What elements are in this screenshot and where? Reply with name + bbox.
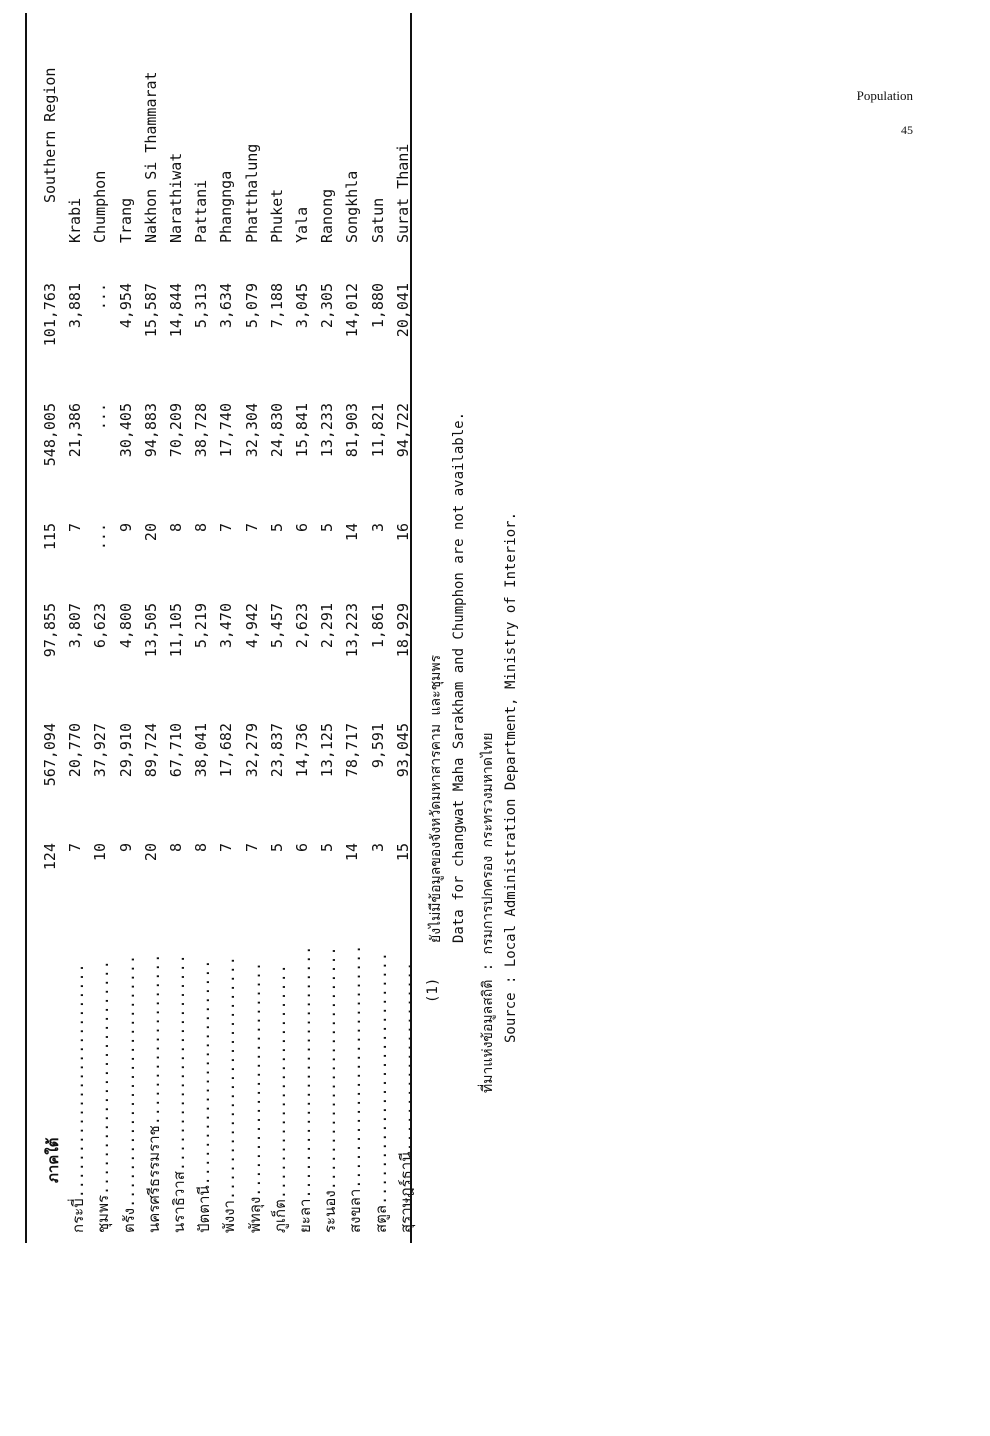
value-col3: 3,807 [66, 603, 85, 649]
value-col1: 15 [393, 843, 412, 862]
value-col5: 21,386 [66, 403, 85, 458]
value-col6: ... [91, 283, 110, 311]
value-col5: 94,883 [141, 403, 160, 458]
value-col4: 5 [267, 523, 286, 533]
value-col2: 67,710 [167, 723, 185, 778]
value-col2: 20,770 [66, 723, 85, 778]
page-number: 45 [901, 123, 913, 137]
value-col6: 20,041 [393, 283, 412, 338]
table-row [243, 13, 269, 1243]
table-row [217, 13, 243, 1243]
thai-name: สงขลา........................... [346, 944, 365, 1233]
value-col5: 32,304 [242, 403, 261, 458]
value-col3: 97,855 [41, 603, 59, 658]
thai-name: ยะลา............................ [296, 945, 314, 1233]
english-name: Krabi [66, 197, 85, 243]
value-col6: 3,634 [217, 283, 236, 329]
table-row [369, 13, 395, 1243]
english-name: Yala [293, 206, 311, 243]
value-col4: 115 [41, 523, 59, 551]
table-row [343, 13, 369, 1243]
value-col3: 2,623 [293, 603, 311, 649]
value-col2: 9,591 [368, 723, 387, 769]
thai-name: พัทลุง.......................... [245, 961, 264, 1233]
value-col1: 20 [141, 843, 160, 862]
value-col6: 4,954 [116, 283, 135, 329]
value-col2: 32,279 [242, 723, 261, 778]
table-row [91, 13, 117, 1243]
value-col2: 567,094 [41, 723, 59, 787]
english-name: Phatthalung [242, 143, 261, 243]
english-name: Nakhon Si Thammarat [141, 71, 160, 243]
value-col3: 18,929 [393, 603, 412, 658]
value-col1: 10 [91, 843, 110, 862]
thai-name: กระบี่.......................... [69, 963, 88, 1233]
table-row [192, 13, 218, 1243]
value-col6: 2,305 [318, 283, 337, 329]
value-col4: 9 [116, 523, 135, 533]
table-row [142, 13, 168, 1243]
value-col2: 13,125 [318, 723, 337, 778]
value-col2: 23,837 [267, 723, 286, 778]
thai-name: ปัตตานี......................... [195, 959, 214, 1233]
english-name: Ranong [318, 188, 337, 243]
value-col1: 7 [242, 843, 261, 853]
value-col5: 11,821 [368, 403, 387, 458]
table-row-region-total [41, 13, 67, 1243]
value-col6: 5,313 [192, 283, 211, 329]
value-col1: 7 [217, 843, 236, 853]
table-row [117, 13, 143, 1243]
value-col3: 6,623 [91, 603, 110, 649]
source-english: Source : Local Administration Department, Ministry of Interior. [503, 511, 519, 1043]
value-col1: 5 [318, 843, 337, 853]
value-col6: 15,587 [141, 283, 160, 338]
value-col3: 11,105 [167, 603, 185, 658]
table-row [167, 13, 193, 1243]
value-col1: 6 [293, 843, 311, 853]
thai-name: สุราษฎร์ธานี..................... [396, 961, 415, 1233]
value-col4: 3 [368, 523, 387, 533]
english-name: Phangnga [217, 170, 236, 243]
value-col1: 9 [116, 843, 135, 853]
thai-name: สตูล............................ [371, 952, 390, 1233]
value-col6: 3,881 [66, 283, 85, 329]
value-col5: ... [91, 403, 110, 431]
footnote-thai: ยังไม่มีข้อมูลของจังหวัดมหาสารคาม และชุมพร [428, 654, 444, 943]
table-bottom-rule [410, 13, 412, 1243]
table-row [318, 13, 344, 1243]
value-col4: 6 [293, 523, 311, 533]
value-col3: 1,861 [368, 603, 387, 649]
value-col5: 17,740 [217, 403, 236, 458]
value-col4: 8 [192, 523, 211, 533]
value-col4: 7 [66, 523, 85, 533]
footnote-mark: (1) [425, 977, 441, 1003]
value-col1: 14 [343, 843, 362, 862]
value-col6: 14,844 [167, 283, 185, 338]
value-col1: 3 [368, 843, 387, 853]
value-col2: 93,045 [393, 723, 412, 778]
value-col4: ... [91, 523, 110, 551]
running-header-title: Population [856, 88, 913, 103]
english-name: Southern Region [41, 67, 59, 203]
value-col1: 7 [66, 843, 85, 853]
english-name: Trang [116, 197, 135, 243]
english-name: Narathiwat [167, 152, 185, 243]
value-col4: 14 [343, 523, 362, 542]
value-col2: 89,724 [141, 723, 160, 778]
value-col4: 16 [393, 523, 412, 542]
value-col5: 94,722 [393, 403, 412, 458]
value-col6: 101,763 [41, 283, 59, 347]
table-row [293, 13, 319, 1243]
value-col3: 5,219 [192, 603, 211, 649]
english-name: Pattani [192, 179, 211, 243]
thai-name: นราธิวาส........................ [170, 954, 188, 1233]
value-col5: 81,903 [343, 403, 362, 458]
value-col6: 14,012 [343, 283, 362, 338]
source-thai: ที่มาแห่งข้อมูลสถิติ : กรมการปกครอง กระทรวงมหาดไทย [480, 732, 496, 1093]
thai-name: ชุมพร.......................... [94, 960, 113, 1233]
english-name: Phuket [267, 188, 286, 243]
value-col2: 17,682 [217, 723, 236, 778]
table-top-rule [25, 13, 27, 1243]
value-col2: 38,041 [192, 723, 211, 778]
value-col1: 8 [167, 843, 185, 853]
thai-name: พังงา........................... [220, 956, 239, 1233]
footnote-english: Data for changwat Maha Sarakham and Chumphon are not available. [451, 411, 467, 943]
value-col3: 4,942 [242, 603, 261, 649]
english-name: Songkhla [343, 170, 362, 243]
value-col6: 5,079 [242, 283, 261, 329]
thai-name: ระนอง........................... [321, 946, 340, 1233]
table-row [66, 13, 92, 1243]
thai-name: ตรัง............................ [119, 955, 138, 1233]
value-col3: 5,457 [267, 603, 286, 649]
value-col5: 30,405 [116, 403, 135, 458]
value-col6: 3,045 [293, 283, 311, 329]
value-col6: 1,880 [368, 283, 387, 329]
value-col4: 7 [242, 523, 261, 533]
value-col4: 7 [217, 523, 236, 533]
english-name: Surat Thani [393, 143, 412, 243]
value-col5: 15,841 [293, 403, 311, 458]
value-col3: 13,223 [343, 603, 362, 658]
value-col1: 8 [192, 843, 211, 853]
value-col6: 7,188 [267, 283, 286, 329]
value-col3: 13,505 [141, 603, 160, 658]
value-col2: 37,927 [91, 723, 110, 778]
value-col5: 548,005 [41, 403, 59, 467]
value-col5: 38,728 [192, 403, 211, 458]
english-name: Chumphon [91, 170, 110, 243]
value-col5: 70,209 [167, 403, 185, 458]
value-col3: 2,291 [318, 603, 337, 649]
value-col4: 20 [141, 523, 160, 542]
table-row [394, 13, 420, 1243]
value-col2: 78,717 [343, 723, 362, 778]
value-col1: 124 [41, 843, 59, 871]
thai-name: นครศรีธรรมราช................... [144, 953, 163, 1233]
thai-name: ภาคใต้ [44, 1137, 62, 1183]
value-col3: 3,470 [217, 603, 236, 649]
value-col5: 13,233 [318, 403, 337, 458]
value-col3: 4,800 [116, 603, 135, 649]
rotated-table-block [25, 13, 525, 1243]
value-col5: 24,830 [267, 403, 286, 458]
table-row [268, 13, 294, 1243]
thai-name: ภูเก็ต.......................... [270, 964, 289, 1233]
english-name: Satun [368, 197, 387, 243]
value-col2: 14,736 [293, 723, 311, 778]
value-col2: 29,910 [116, 723, 135, 778]
value-col4: 5 [318, 523, 337, 533]
value-col4: 8 [167, 523, 185, 533]
value-col1: 5 [267, 843, 286, 853]
